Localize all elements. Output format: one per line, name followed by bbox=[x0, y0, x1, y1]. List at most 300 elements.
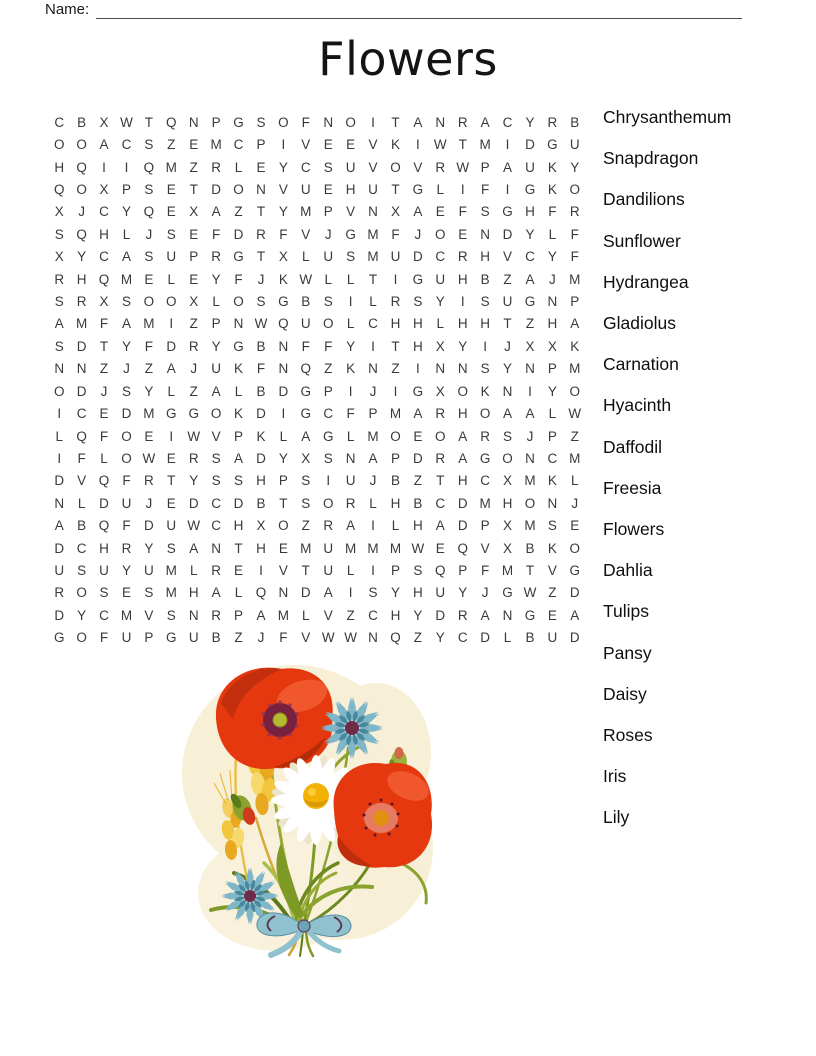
grid-letter: R bbox=[435, 406, 446, 422]
grid-letter: K bbox=[390, 137, 400, 153]
grid-letter: P bbox=[323, 383, 333, 399]
grid-letter: S bbox=[54, 294, 64, 310]
grid-letter: M bbox=[524, 473, 536, 489]
grid-letter: Y bbox=[525, 226, 535, 242]
grid-letter: I bbox=[460, 181, 465, 197]
grid-letter: D bbox=[233, 226, 244, 242]
word-list-item: Chrysanthemum bbox=[603, 107, 732, 127]
grid-letter: L bbox=[167, 383, 176, 399]
grid-letter: F bbox=[144, 338, 153, 354]
grid-letter: M bbox=[524, 518, 536, 534]
grid-letter: U bbox=[345, 473, 356, 489]
grid-letter: H bbox=[457, 406, 468, 422]
grid-letter: D bbox=[480, 630, 490, 646]
grid-letter: B bbox=[570, 114, 580, 130]
grid-letter: X bbox=[99, 114, 109, 130]
grid-letter: X bbox=[435, 338, 445, 354]
grid-letter: Z bbox=[301, 518, 310, 534]
grid-letter: F bbox=[99, 428, 109, 444]
grid-letter: C bbox=[502, 114, 513, 130]
grid-letter: P bbox=[368, 406, 378, 422]
grid-letter: C bbox=[211, 495, 221, 511]
grid-letter: U bbox=[525, 159, 535, 175]
grid-letter: F bbox=[279, 630, 288, 646]
grid-letter: P bbox=[189, 249, 199, 265]
grid-letter: B bbox=[525, 630, 535, 646]
grid-letter: I bbox=[348, 383, 353, 399]
grid-letter: D bbox=[569, 630, 580, 646]
grid-letter: H bbox=[502, 495, 513, 511]
grid-letter: C bbox=[525, 249, 535, 265]
word-list-item: Dahlia bbox=[603, 560, 653, 581]
grid-letter: S bbox=[256, 114, 266, 130]
grid-letter: M bbox=[165, 563, 177, 579]
grid-letter: C bbox=[457, 630, 468, 646]
grid-letter: R bbox=[480, 428, 490, 444]
grid-letter: U bbox=[435, 585, 446, 601]
grid-letter: E bbox=[435, 540, 445, 556]
grid-letter: O bbox=[166, 294, 177, 310]
grid-letter: Q bbox=[143, 159, 155, 175]
grid-letter: G bbox=[569, 563, 581, 579]
word-list-item: Daisy bbox=[603, 683, 647, 704]
grid-letter: M bbox=[165, 585, 177, 601]
grid-letter: S bbox=[256, 294, 266, 310]
grid-letter: S bbox=[54, 338, 64, 354]
grid-letter: S bbox=[323, 450, 333, 466]
grid-letter: H bbox=[412, 585, 423, 601]
grid-letter: C bbox=[435, 495, 446, 511]
grid-letter: Y bbox=[121, 204, 131, 220]
grid-letter: N bbox=[278, 338, 289, 354]
grid-letter: S bbox=[144, 249, 154, 265]
grid-letter: I bbox=[326, 473, 331, 489]
grid-letter: O bbox=[345, 114, 356, 130]
grid-letter: I bbox=[102, 159, 106, 175]
grid-letter: D bbox=[76, 383, 87, 399]
grid-letter: T bbox=[436, 473, 445, 489]
grid-letter: Y bbox=[346, 338, 356, 354]
grid-letter: M bbox=[569, 271, 581, 287]
grid-letter: T bbox=[256, 204, 266, 220]
grid-letter: A bbox=[234, 450, 244, 466]
poppy-large bbox=[216, 668, 333, 769]
grid-letter: R bbox=[54, 585, 65, 601]
grid-letter: E bbox=[323, 137, 333, 153]
grid-letter: S bbox=[121, 383, 131, 399]
grid-letter: S bbox=[121, 294, 131, 310]
grid-letter: H bbox=[390, 316, 401, 332]
grid-letter: Q bbox=[98, 518, 110, 534]
grid-letter: C bbox=[76, 540, 87, 556]
grid-letter: W bbox=[523, 585, 537, 601]
grid-letter: D bbox=[435, 607, 446, 623]
grid-letter: H bbox=[480, 316, 490, 332]
grid-letter: E bbox=[99, 406, 109, 422]
grid-letter: H bbox=[525, 204, 535, 220]
word-list-item: Gladiolus bbox=[603, 313, 676, 334]
grid-letter: L bbox=[234, 585, 243, 601]
grid-letter: J bbox=[190, 361, 198, 377]
grid-letter: A bbox=[211, 204, 221, 220]
grid-letter: O bbox=[479, 406, 491, 422]
grid-letter: P bbox=[547, 428, 557, 444]
grid-letter: O bbox=[53, 137, 65, 153]
grid-letter: E bbox=[570, 518, 580, 534]
grid-letter: A bbox=[525, 406, 535, 422]
grid-letter: N bbox=[547, 294, 558, 310]
grid-letter: C bbox=[435, 249, 446, 265]
grid-letter: B bbox=[77, 114, 87, 130]
grid-letter: D bbox=[233, 495, 244, 511]
grid-letter: P bbox=[570, 294, 580, 310]
grid-letter: V bbox=[480, 540, 490, 556]
grid-letter: Y bbox=[121, 338, 131, 354]
grid-letter: Y bbox=[458, 338, 468, 354]
grid-letter: T bbox=[458, 137, 467, 153]
grid-letter: L bbox=[548, 226, 557, 242]
grid-letter: B bbox=[301, 294, 311, 310]
grid-letter: O bbox=[435, 428, 446, 444]
grid-letter: I bbox=[259, 563, 263, 579]
grid-letter: N bbox=[256, 181, 266, 197]
grid-letter: Y bbox=[547, 383, 557, 399]
grid-letter: D bbox=[256, 450, 266, 466]
grid-letter: L bbox=[77, 495, 86, 511]
grid-letter: L bbox=[369, 294, 377, 310]
grid-letter: G bbox=[524, 181, 536, 197]
grid-letter: T bbox=[391, 181, 400, 197]
grid-letter: T bbox=[279, 495, 288, 511]
grid-letter: S bbox=[301, 473, 311, 489]
grid-letter: C bbox=[76, 406, 87, 422]
grid-letter: P bbox=[211, 114, 221, 130]
grid-letter: S bbox=[144, 585, 154, 601]
grid-letter: A bbox=[480, 114, 490, 130]
grid-letter: X bbox=[503, 518, 513, 534]
grid-letter: M bbox=[277, 607, 289, 623]
grid-letter: G bbox=[479, 450, 491, 466]
grid-letter: V bbox=[278, 181, 288, 197]
grid-letter: G bbox=[547, 137, 558, 153]
grid-letter: O bbox=[278, 114, 289, 130]
grid-letter: R bbox=[211, 563, 221, 579]
grid-letter: A bbox=[413, 204, 423, 220]
grid-letter: R bbox=[457, 114, 468, 130]
grid-letter: O bbox=[76, 630, 87, 646]
flower-bouquet-illustration bbox=[176, 658, 438, 960]
grid-letter: T bbox=[167, 473, 176, 489]
grid-letter: P bbox=[480, 518, 490, 534]
grid-letter: V bbox=[301, 137, 311, 153]
grid-letter: A bbox=[570, 316, 580, 332]
grid-letter: J bbox=[548, 271, 556, 287]
grid-letter: S bbox=[503, 428, 513, 444]
grid-letter: U bbox=[345, 159, 356, 175]
grid-letter: R bbox=[457, 249, 468, 265]
grid-letter: M bbox=[367, 226, 379, 242]
grid-letter: O bbox=[233, 294, 244, 310]
grid-letter: E bbox=[547, 607, 557, 623]
grid-letter: I bbox=[281, 406, 286, 422]
grid-letter: A bbox=[458, 428, 468, 444]
grid-letter: A bbox=[413, 114, 423, 130]
grid-letter: U bbox=[547, 630, 558, 646]
grid-letter: T bbox=[144, 114, 153, 130]
grid-letter: W bbox=[568, 406, 582, 422]
grid-letter: P bbox=[234, 428, 244, 444]
grid-letter: A bbox=[189, 540, 199, 556]
grid-letter: C bbox=[323, 406, 334, 422]
grid-letter: N bbox=[54, 495, 65, 511]
grid-letter: X bbox=[435, 383, 445, 399]
grid-letter: G bbox=[300, 406, 312, 422]
grid-letter: M bbox=[165, 159, 177, 175]
grid-letter: D bbox=[54, 540, 65, 556]
grid-letter: Y bbox=[458, 585, 468, 601]
grid-letter: K bbox=[547, 540, 557, 556]
word-grid bbox=[48, 111, 586, 649]
grid-letter: S bbox=[323, 159, 333, 175]
grid-letter: F bbox=[77, 450, 86, 466]
grid-letter: L bbox=[346, 271, 355, 287]
grid-letter: E bbox=[144, 428, 154, 444]
word-list-item: Tulips bbox=[603, 601, 650, 622]
grid-letter: H bbox=[99, 540, 109, 556]
grid-letter: W bbox=[411, 540, 425, 556]
grid-letter: L bbox=[346, 316, 355, 332]
grid-letter: B bbox=[211, 630, 221, 646]
grid-letter: A bbox=[503, 406, 513, 422]
grid-letter: U bbox=[99, 563, 109, 579]
grid-letter: W bbox=[299, 271, 313, 287]
grid-letter: T bbox=[301, 563, 310, 579]
grid-letter: G bbox=[412, 383, 424, 399]
grid-letter: I bbox=[371, 114, 375, 130]
grid-letter: Y bbox=[525, 114, 535, 130]
grid-letter: A bbox=[121, 249, 131, 265]
grid-letter: D bbox=[166, 338, 177, 354]
grid-letter: H bbox=[345, 181, 356, 197]
grid-letter: B bbox=[413, 495, 423, 511]
grid-letter: X bbox=[99, 294, 109, 310]
grid-letter: L bbox=[302, 249, 310, 265]
word-list-item: Hydrangea bbox=[603, 271, 689, 292]
grid-letter: Z bbox=[324, 361, 333, 377]
grid-letter: M bbox=[569, 450, 581, 466]
grid-letter: V bbox=[547, 563, 557, 579]
grid-letter: F bbox=[570, 249, 579, 265]
grid-letter: D bbox=[54, 607, 65, 623]
grid-letter: Z bbox=[234, 204, 243, 220]
grid-letter: B bbox=[480, 271, 490, 287]
grid-letter: L bbox=[324, 271, 332, 287]
grid-letter: U bbox=[435, 271, 446, 287]
word-list-item: Daffodil bbox=[603, 436, 663, 457]
grid-letter: L bbox=[55, 428, 63, 444]
grid-letter: M bbox=[210, 137, 222, 153]
grid-letter: X bbox=[547, 338, 557, 354]
grid-letter: D bbox=[256, 406, 266, 422]
grid-letter: F bbox=[570, 226, 579, 242]
grid-letter: L bbox=[302, 607, 310, 623]
grid-letter: X bbox=[525, 338, 535, 354]
grid-letter: R bbox=[188, 338, 199, 354]
grid-letter: A bbox=[346, 518, 356, 534]
grid-letter: Z bbox=[189, 159, 198, 175]
word-list bbox=[603, 97, 808, 839]
grid-letter: O bbox=[121, 428, 132, 444]
grid-letter: B bbox=[256, 383, 266, 399]
word-list-item: Dandilions bbox=[603, 189, 685, 210]
grid-letter: D bbox=[211, 181, 221, 197]
grid-letter: O bbox=[569, 540, 581, 556]
grid-letter: S bbox=[368, 585, 378, 601]
grid-letter: X bbox=[189, 294, 199, 310]
grid-letter: T bbox=[368, 271, 378, 287]
grid-letter: Y bbox=[570, 159, 580, 175]
grid-letter: W bbox=[120, 114, 133, 130]
grid-letter: H bbox=[76, 271, 87, 287]
grid-letter: H bbox=[547, 316, 558, 332]
grid-letter: S bbox=[144, 181, 154, 197]
grid-letter: H bbox=[256, 473, 266, 489]
grid-letter: U bbox=[143, 563, 154, 579]
grid-letter: J bbox=[571, 495, 579, 511]
grid-letter: V bbox=[211, 428, 221, 444]
grid-letter: F bbox=[324, 338, 333, 354]
grid-letter: L bbox=[503, 630, 512, 646]
grid-letter: S bbox=[211, 473, 221, 489]
grid-letter: A bbox=[503, 159, 513, 175]
grid-letter: N bbox=[188, 607, 199, 623]
grid-letter: J bbox=[414, 226, 422, 242]
grid-letter: S bbox=[413, 563, 423, 579]
grid-letter: G bbox=[188, 406, 199, 422]
grid-letter: U bbox=[323, 540, 334, 556]
grid-letter: E bbox=[189, 137, 199, 153]
grid-letter: T bbox=[503, 316, 512, 332]
grid-letter: O bbox=[390, 159, 401, 175]
grid-letter: R bbox=[390, 294, 401, 310]
grid-letter: S bbox=[480, 204, 490, 220]
grid-letter: F bbox=[122, 518, 131, 534]
grid-letter: A bbox=[458, 450, 468, 466]
grid-letter: D bbox=[569, 585, 580, 601]
grid-letter: I bbox=[460, 294, 465, 310]
grid-letter: B bbox=[77, 518, 87, 534]
grid-letter: A bbox=[211, 585, 221, 601]
grid-letter: G bbox=[166, 630, 177, 646]
grid-letter: A bbox=[413, 406, 423, 422]
grid-letter: C bbox=[368, 607, 378, 623]
grid-letter: E bbox=[189, 271, 199, 287]
grid-letter: L bbox=[234, 383, 243, 399]
grid-letter: M bbox=[367, 540, 379, 556]
grid-letter: I bbox=[57, 406, 62, 422]
grid-letter: E bbox=[256, 159, 266, 175]
grid-letter: G bbox=[300, 383, 312, 399]
grid-letter: H bbox=[233, 518, 244, 534]
grid-letter: K bbox=[256, 428, 266, 444]
grid-letter: E bbox=[144, 271, 154, 287]
grid-letter: J bbox=[123, 361, 130, 377]
grid-letter: U bbox=[166, 518, 177, 534]
grid-letter: H bbox=[256, 540, 266, 556]
grid-letter: U bbox=[569, 137, 580, 153]
grid-letter: L bbox=[212, 294, 220, 310]
grid-letter: N bbox=[278, 585, 289, 601]
grid-letter: T bbox=[234, 540, 243, 556]
grid-letter: Z bbox=[570, 428, 579, 444]
grid-letter: F bbox=[99, 316, 109, 332]
grid-letter: W bbox=[344, 630, 357, 646]
grid-letter: Y bbox=[121, 563, 131, 579]
grid-letter: Q bbox=[98, 473, 110, 489]
grid-letter: J bbox=[526, 428, 534, 444]
word-list-item: Flowers bbox=[603, 519, 665, 540]
grid-letter: I bbox=[169, 428, 174, 444]
grid-letter: G bbox=[322, 428, 334, 444]
grid-letter: L bbox=[167, 271, 176, 287]
grid-letter: C bbox=[233, 137, 244, 153]
grid-letter: S bbox=[99, 585, 109, 601]
grid-letter: S bbox=[166, 540, 176, 556]
grid-letter: J bbox=[504, 338, 511, 354]
grid-letter: O bbox=[278, 518, 289, 534]
grid-letter: S bbox=[301, 495, 311, 511]
grid-letter: U bbox=[188, 630, 199, 646]
grid-letter: P bbox=[256, 137, 266, 153]
grid-letter: R bbox=[143, 473, 154, 489]
word-list-item: Roses bbox=[603, 725, 653, 746]
grid-letter: P bbox=[547, 361, 557, 377]
grid-letter: S bbox=[166, 226, 176, 242]
grid-letter: W bbox=[187, 518, 201, 534]
grid-letter: S bbox=[480, 294, 490, 310]
grid-letter: O bbox=[210, 406, 222, 422]
word-list-item: Hyacinth bbox=[603, 395, 672, 416]
grid-letter: G bbox=[412, 271, 424, 287]
grid-letter: G bbox=[502, 585, 513, 601]
grid-letter: L bbox=[189, 563, 198, 579]
grid-letter: R bbox=[76, 294, 87, 310]
grid-letter: I bbox=[528, 383, 532, 399]
grid-letter: U bbox=[121, 630, 132, 646]
grid-letter: D bbox=[188, 495, 199, 511]
grid-letter: O bbox=[457, 383, 468, 399]
grid-letter: L bbox=[100, 450, 108, 466]
grid-letter: R bbox=[345, 495, 356, 511]
grid-letter: N bbox=[525, 450, 535, 466]
grid-letter: Q bbox=[143, 204, 155, 220]
grid-letter: P bbox=[390, 450, 400, 466]
grid-letter: N bbox=[323, 114, 334, 130]
grid-letter: U bbox=[323, 563, 334, 579]
grid-letter: B bbox=[256, 338, 266, 354]
grid-letter: N bbox=[188, 114, 199, 130]
grid-letter: I bbox=[393, 383, 398, 399]
grid-letter: W bbox=[456, 159, 470, 175]
grid-letter: P bbox=[121, 181, 131, 197]
grid-letter: S bbox=[480, 361, 490, 377]
grid-letter: K bbox=[547, 181, 557, 197]
grid-letter: U bbox=[390, 249, 401, 265]
grid-letter: I bbox=[348, 294, 353, 310]
grid-letter: Z bbox=[99, 361, 109, 377]
grid-letter: M bbox=[300, 204, 312, 220]
grid-letter: L bbox=[234, 159, 243, 175]
